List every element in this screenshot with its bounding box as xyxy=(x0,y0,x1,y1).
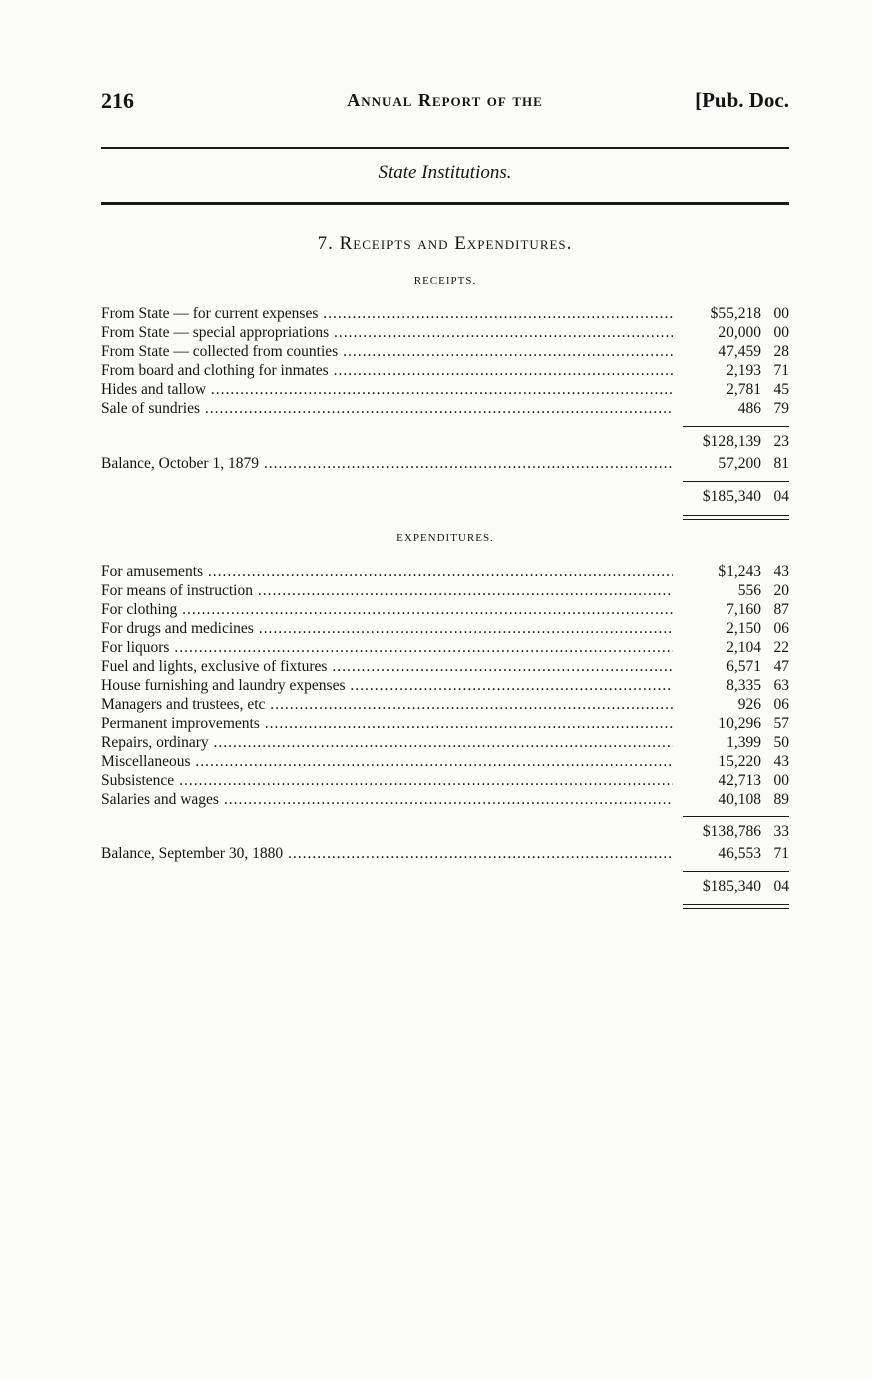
expenditure-dollars: 42,713 xyxy=(718,772,761,789)
receipt-label: From board and clothing for inmates ..... xyxy=(101,361,673,380)
expenditure-label: For drugs and medicines ..... xyxy=(101,619,673,638)
receipt-cents: 28 xyxy=(773,343,789,360)
page-number: 216 xyxy=(101,88,134,113)
expenditure-row xyxy=(101,752,789,771)
expenditure-dollars: 15,220 xyxy=(718,753,761,770)
expenditures-heading: EXPENDITURES. xyxy=(396,532,494,544)
receipts-subtotal-row xyxy=(101,432,789,451)
receipts-subtotal-dollars: $128,139 xyxy=(702,433,761,450)
receipt-label: From State — special appropriations ..... xyxy=(101,323,673,342)
running-title: Annual Report of the xyxy=(347,90,543,110)
opening-balance-cents: 81 xyxy=(773,455,789,472)
expenditure-cents: 22 xyxy=(773,639,789,656)
expenditure-row xyxy=(101,790,789,809)
expenditures-total-row xyxy=(101,877,789,896)
total-rule xyxy=(683,481,789,482)
expenditure-label: For clothing ..... xyxy=(101,600,673,619)
closing-balance-cents: 71 xyxy=(773,845,789,862)
receipts-subtotal-cents: 23 xyxy=(773,433,789,450)
expenditure-cents: 20 xyxy=(773,582,789,599)
opening-balance-row xyxy=(101,454,789,473)
receipt-cents: 71 xyxy=(773,362,789,379)
receipt-cents: 45 xyxy=(773,381,789,398)
expenditures-total-cents: 04 xyxy=(773,878,789,895)
receipt-label: From State — for current expenses ..... xyxy=(101,304,673,323)
receipt-row xyxy=(101,304,789,323)
expenditure-label: Managers and trustees, etc ..... xyxy=(101,695,673,714)
receipt-cents: 79 xyxy=(773,400,789,417)
receipt-row xyxy=(101,399,789,418)
expenditures-subtotal-dollars: $138,786 xyxy=(702,823,761,840)
opening-balance-dollars: 57,200 xyxy=(718,455,761,472)
closing-balance-dollars: 46,553 xyxy=(718,845,761,862)
expenditure-label: Permanent improvements ..... xyxy=(101,714,673,733)
expenditure-row xyxy=(101,771,789,790)
expenditure-dollars: 1,399 xyxy=(726,734,761,751)
expenditure-row xyxy=(101,638,789,657)
expenditure-label: Fuel and lights, exclusive of fixtures ..... xyxy=(101,657,673,676)
expenditure-dollars: $1,243 xyxy=(718,563,761,580)
expenditure-dollars: 926 xyxy=(737,696,761,713)
expenditure-row xyxy=(101,619,789,638)
expenditures-subtotal-row xyxy=(101,822,789,841)
expenditure-label: For amusements ..... xyxy=(101,562,673,581)
subtotal-rule xyxy=(683,816,789,817)
receipts-total-dollars: $185,340 xyxy=(702,488,761,505)
expenditure-cents: 89 xyxy=(773,791,789,808)
receipt-dollars: 20,000 xyxy=(718,324,761,341)
receipt-row xyxy=(101,323,789,342)
receipt-cents: 00 xyxy=(773,324,789,341)
expenditure-cents: 43 xyxy=(773,753,789,770)
closing-balance-row xyxy=(101,844,789,863)
receipt-dollars: 486 xyxy=(737,400,761,417)
expenditures-subtotal-cents: 33 xyxy=(773,823,789,840)
expenditure-row xyxy=(101,676,789,695)
expenditure-label: Subsistence ..... xyxy=(101,771,673,790)
expenditure-label: House furnishing and laundry expenses ..... xyxy=(101,676,673,695)
expenditure-label: Repairs, ordinary ..... xyxy=(101,733,673,752)
expenditure-label: For means of instruction ..... xyxy=(101,581,673,600)
receipts-total-row xyxy=(101,487,789,506)
expenditure-row xyxy=(101,714,789,733)
expenditure-label: Miscellaneous ..... xyxy=(101,752,673,771)
expenditure-cents: 50 xyxy=(773,734,789,751)
main-heading: 7. Receipts and Expenditures. xyxy=(317,233,573,254)
expenditure-label: For liquors ..... xyxy=(101,638,673,657)
receipt-label: Sale of sundries ..... xyxy=(101,399,673,418)
header-rule xyxy=(101,147,789,149)
receipt-cents: 00 xyxy=(773,305,789,322)
expenditure-cents: 00 xyxy=(773,772,789,789)
receipt-dollars: 2,781 xyxy=(726,381,761,398)
receipt-label: From State — collected from counties ..... xyxy=(101,342,673,361)
expenditure-row xyxy=(101,695,789,714)
expenditure-row xyxy=(101,581,789,600)
receipt-label: Hides and tallow ..... xyxy=(101,380,673,399)
receipt-dollars: 2,193 xyxy=(726,362,761,379)
expenditure-cents: 63 xyxy=(773,677,789,694)
expenditure-dollars: 10,296 xyxy=(718,715,761,732)
expenditure-row xyxy=(101,733,789,752)
expenditure-dollars: 8,335 xyxy=(726,677,761,694)
receipts-total-cents: 04 xyxy=(773,488,789,505)
section-rule xyxy=(101,202,789,205)
expenditure-dollars: 2,104 xyxy=(726,639,761,656)
receipt-row xyxy=(101,342,789,361)
closing-balance-label: Balance, September 30, 1880 ..... xyxy=(101,844,673,863)
total-double-rule xyxy=(683,904,789,909)
receipt-dollars: $55,218 xyxy=(710,305,761,322)
document-reference: [Pub. Doc. xyxy=(695,88,789,112)
receipt-row xyxy=(101,380,789,399)
total-double-rule xyxy=(683,515,789,520)
expenditure-row xyxy=(101,562,789,581)
subtotal-rule xyxy=(683,426,789,427)
expenditure-row xyxy=(101,600,789,619)
receipts-heading: RECEIPTS. xyxy=(413,275,477,287)
expenditure-row xyxy=(101,657,789,676)
expenditure-cents: 06 xyxy=(773,696,789,713)
expenditures-total-dollars: $185,340 xyxy=(702,878,761,895)
expenditure-cents: 47 xyxy=(773,658,789,675)
receipt-dollars: 47,459 xyxy=(718,343,761,360)
page-header xyxy=(101,88,789,118)
expenditure-cents: 43 xyxy=(773,563,789,580)
expenditure-dollars: 2,150 xyxy=(726,620,761,637)
total-rule xyxy=(683,871,789,872)
receipt-row xyxy=(101,361,789,380)
expenditure-label: Salaries and wages ..... xyxy=(101,790,673,809)
expenditure-cents: 57 xyxy=(773,715,789,732)
expenditure-dollars: 6,571 xyxy=(726,658,761,675)
expenditure-dollars: 40,108 xyxy=(718,791,761,808)
expenditure-dollars: 7,160 xyxy=(726,601,761,618)
opening-balance-label: Balance, October 1, 1879 ..... xyxy=(101,454,673,473)
section-title: State Institutions. xyxy=(378,162,512,183)
expenditure-cents: 06 xyxy=(773,620,789,637)
expenditure-dollars: 556 xyxy=(737,582,761,599)
expenditure-cents: 87 xyxy=(773,601,789,618)
